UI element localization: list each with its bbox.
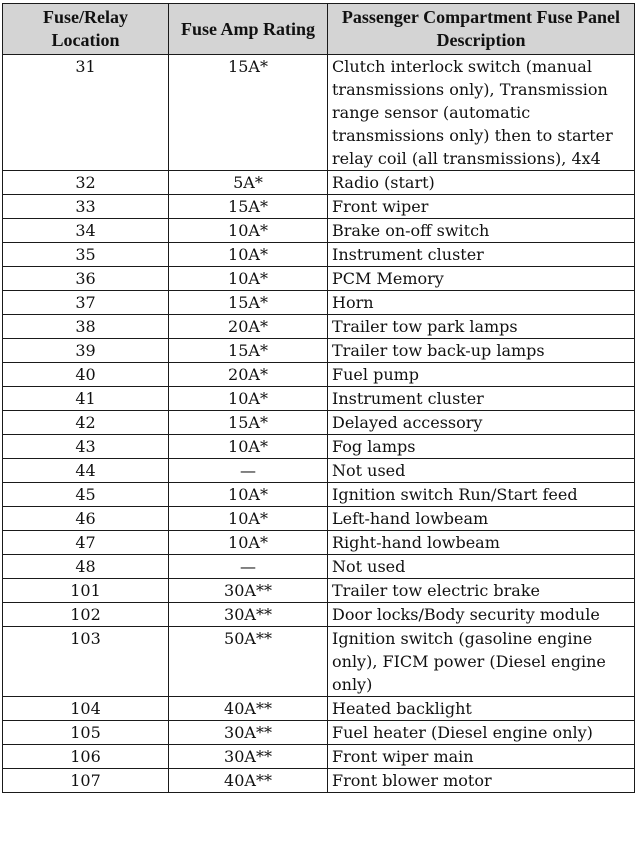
fuse-location-cell: 104: [3, 697, 169, 721]
fuse-rating-cell: 15A*: [169, 291, 328, 315]
fuse-rating-cell: 10A*: [169, 267, 328, 291]
table-header-row: [3, 4, 635, 55]
fuse-description-cell: Heated backlight: [328, 697, 635, 721]
fuse-location-cell: 46: [3, 507, 169, 531]
fuse-location-cell: 103: [3, 627, 169, 697]
fuse-description-cell: Left-hand lowbeam: [328, 507, 635, 531]
fuse-rating-cell: 10A*: [169, 435, 328, 459]
fuse-rating-cell: 15A*: [169, 411, 328, 435]
fuse-location-cell: 36: [3, 267, 169, 291]
fuse-description-cell: Front blower motor: [328, 769, 635, 793]
fuse-rating-cell: 10A*: [169, 483, 328, 507]
fuse-rating-cell: 30A**: [169, 745, 328, 769]
table-row: [3, 531, 635, 555]
table-row: [3, 745, 635, 769]
fuse-location-cell: 107: [3, 769, 169, 793]
fuse-rating-cell: 40A**: [169, 769, 328, 793]
fuse-location-cell: 37: [3, 291, 169, 315]
fuse-rating-cell: 50A**: [169, 627, 328, 697]
fuse-location-cell: 105: [3, 721, 169, 745]
fuse-rating-cell: 15A*: [169, 55, 328, 171]
table-row: [3, 435, 635, 459]
table-row: [3, 55, 635, 171]
table-row: [3, 387, 635, 411]
fuse-rating-cell: 20A*: [169, 363, 328, 387]
location-column-header: Fuse/Relay Location: [3, 4, 169, 55]
table-row: [3, 483, 635, 507]
fuse-location-cell: 32: [3, 171, 169, 195]
fuse-description-cell: Not used: [328, 555, 635, 579]
fuse-rating-cell: —: [169, 555, 328, 579]
table-row: [3, 195, 635, 219]
fuse-description-cell: Fuel heater (Diesel engine only): [328, 721, 635, 745]
fuse-location-cell: 42: [3, 411, 169, 435]
fuse-rating-cell: 10A*: [169, 243, 328, 267]
fuse-rating-cell: 15A*: [169, 339, 328, 363]
fuse-location-cell: 34: [3, 219, 169, 243]
fuse-rating-cell: 10A*: [169, 531, 328, 555]
fuse-location-cell: 102: [3, 603, 169, 627]
table-row: [3, 363, 635, 387]
rating-column-header: Fuse Amp Rating: [169, 4, 328, 55]
fuse-rating-cell: 5A*: [169, 171, 328, 195]
fuse-description-cell: Fog lamps: [328, 435, 635, 459]
table-row: [3, 339, 635, 363]
table-row: [3, 769, 635, 793]
fuse-description-cell: Delayed accessory: [328, 411, 635, 435]
fuse-description-cell: Radio (start): [328, 171, 635, 195]
table-row: [3, 171, 635, 195]
fuse-rating-cell: 30A**: [169, 721, 328, 745]
fuse-description-cell: PCM Memory: [328, 267, 635, 291]
fuse-location-cell: 40: [3, 363, 169, 387]
table-row: [3, 291, 635, 315]
fuse-location-cell: 106: [3, 745, 169, 769]
table-row: [3, 555, 635, 579]
fuse-location-cell: 44: [3, 459, 169, 483]
fuse-description-cell: Trailer tow electric brake: [328, 579, 635, 603]
fuse-description-cell: Not used: [328, 459, 635, 483]
fuse-panel-table: [2, 3, 635, 793]
table-row: [3, 721, 635, 745]
fuse-description-cell: Trailer tow back-up lamps: [328, 339, 635, 363]
fuse-description-cell: Front wiper: [328, 195, 635, 219]
fuse-description-cell: Front wiper main: [328, 745, 635, 769]
fuse-location-cell: 47: [3, 531, 169, 555]
fuse-location-cell: 31: [3, 55, 169, 171]
table-row: [3, 507, 635, 531]
fuse-rating-cell: 10A*: [169, 507, 328, 531]
fuse-description-cell: Ignition switch Run/Start feed: [328, 483, 635, 507]
table-row: [3, 459, 635, 483]
table-row: [3, 411, 635, 435]
fuse-location-cell: 45: [3, 483, 169, 507]
table-body: [3, 55, 635, 793]
description-column-header: Passenger Compartment Fuse Panel Description: [328, 4, 635, 55]
table-row: [3, 697, 635, 721]
table-row: [3, 219, 635, 243]
table-row: [3, 243, 635, 267]
table-row: [3, 579, 635, 603]
fuse-location-cell: 41: [3, 387, 169, 411]
fuse-location-cell: 43: [3, 435, 169, 459]
table-row: [3, 267, 635, 291]
fuse-description-cell: Trailer tow park lamps: [328, 315, 635, 339]
table-row: [3, 603, 635, 627]
fuse-rating-cell: 15A*: [169, 195, 328, 219]
fuse-rating-cell: —: [169, 459, 328, 483]
fuse-location-cell: 39: [3, 339, 169, 363]
fuse-description-cell: Instrument cluster: [328, 243, 635, 267]
fuse-description-cell: Horn: [328, 291, 635, 315]
fuse-location-cell: 35: [3, 243, 169, 267]
fuse-location-cell: 33: [3, 195, 169, 219]
fuse-description-cell: Ignition switch (gasoline engine only), FICM power (Diesel engine only): [328, 627, 635, 697]
fuse-description-cell: Brake on-off switch: [328, 219, 635, 243]
fuse-description-cell: Clutch interlock switch (manual transmissions only), Transmission range sensor (automatic transmissions only) then to starter relay coil (all transmissions), 4x4: [328, 55, 635, 171]
fuse-rating-cell: 10A*: [169, 219, 328, 243]
fuse-rating-cell: 30A**: [169, 603, 328, 627]
fuse-description-cell: Fuel pump: [328, 363, 635, 387]
fuse-description-cell: Door locks/Body security module: [328, 603, 635, 627]
table-row: [3, 627, 635, 697]
fuse-rating-cell: 20A*: [169, 315, 328, 339]
fuse-description-cell: Right-hand lowbeam: [328, 531, 635, 555]
fuse-rating-cell: 40A**: [169, 697, 328, 721]
table-row: [3, 315, 635, 339]
fuse-rating-cell: 30A**: [169, 579, 328, 603]
fuse-rating-cell: 10A*: [169, 387, 328, 411]
fuse-location-cell: 48: [3, 555, 169, 579]
fuse-description-cell: Instrument cluster: [328, 387, 635, 411]
fuse-location-cell: 38: [3, 315, 169, 339]
fuse-location-cell: 101: [3, 579, 169, 603]
